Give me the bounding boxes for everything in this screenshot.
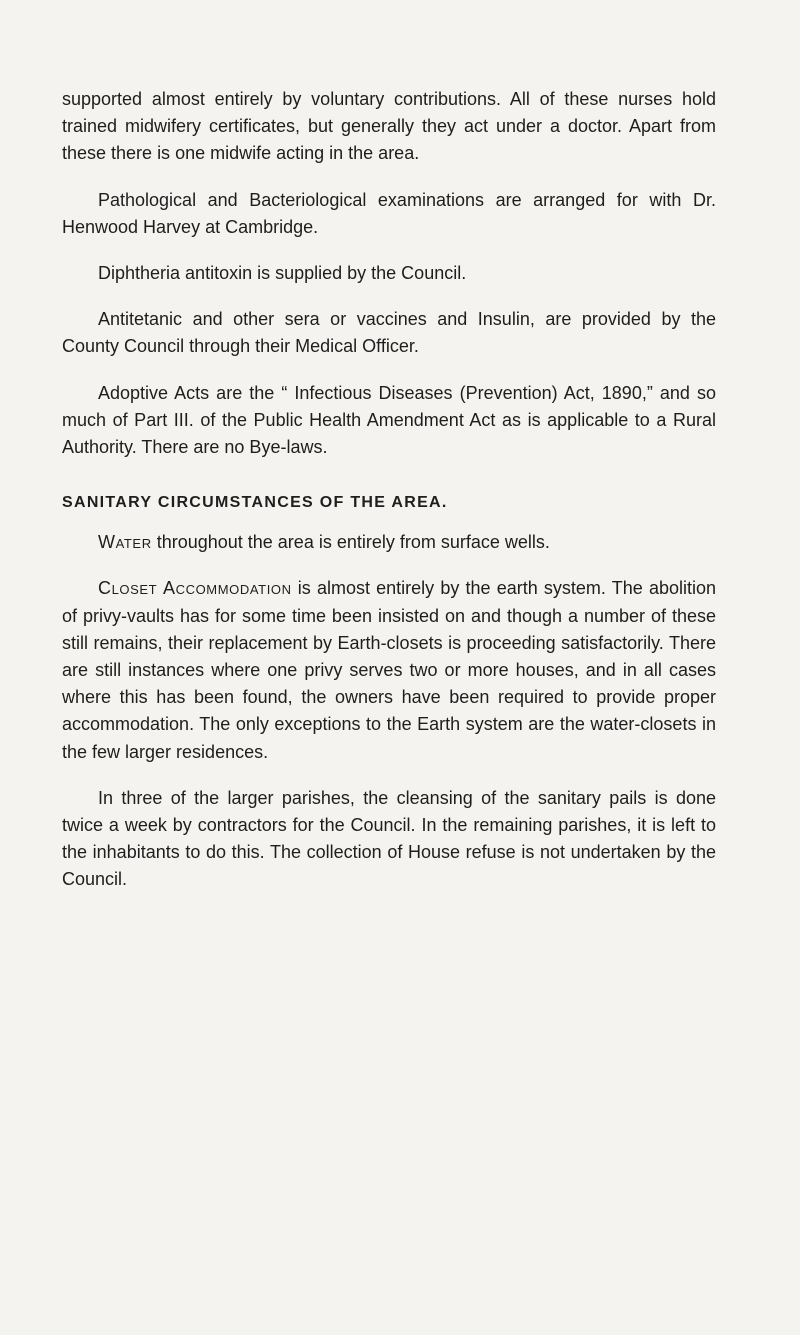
paragraph-closet-accommodation (62, 575, 716, 765)
closet-lead-in: Closet Accommodation (98, 578, 292, 599)
water-lead-in: Water (98, 532, 152, 553)
paragraph-pathological-examinations: Pathological and Bacteriological examinations are arranged for with Dr. Henwood Harvey at Cambridge. (62, 189, 716, 237)
section-heading-sanitary-circumstances: SANITARY CIRCUMSTANCES OF THE AREA. (62, 494, 448, 512)
paragraph-adoptive-acts: Adoptive Acts are the “ Infectious Diseases (Prevention) Act, 1890,” and so much of Part III. of the Public Health Amendment Act as is applicable to a Rural Authority. There are no Bye-laws. (62, 382, 716, 458)
paragraph-diphtheria-antitoxin: Diphtheria antitoxin is supplied by the Council. (98, 263, 467, 284)
paragraph-water (62, 529, 716, 556)
closet-text: is almost entirely by the earth system. The abolition of privy-vaults has for some time been insisted on and though a number of these still remains, their replacement by Earth-closets is proceeding satisfactorily. There are still instances where one privy serves two or more houses, and in all cases where this has been found, the owners have been required to provide proper accommodation. The only exceptions to the Earth system are the water-closets in the few larger residences. (62, 578, 717, 762)
water-text: throughout the area is entirely from surface wells. (151, 532, 550, 553)
paragraph-sanitary-pails: In three of the larger parishes, the cleansing of the sanitary pails is done twice a week by contractors for the Council. In the remaining parishes, it is left to the inhabitants to do this. The collection of House refuse is not undertaken by the Council. (62, 787, 716, 890)
paragraph-nurses-midwifery: supported almost entirely by voluntary contributions. All of these nurses hold trained midwifery certificates, but generally they act under a doctor. Apart from these there is one midwife acting in the area. (62, 89, 716, 164)
paragraph-antitetanic-sera: Antitetanic and other sera or vaccines and Insulin, are provided by the County Council through their Medical Officer. (62, 309, 716, 357)
